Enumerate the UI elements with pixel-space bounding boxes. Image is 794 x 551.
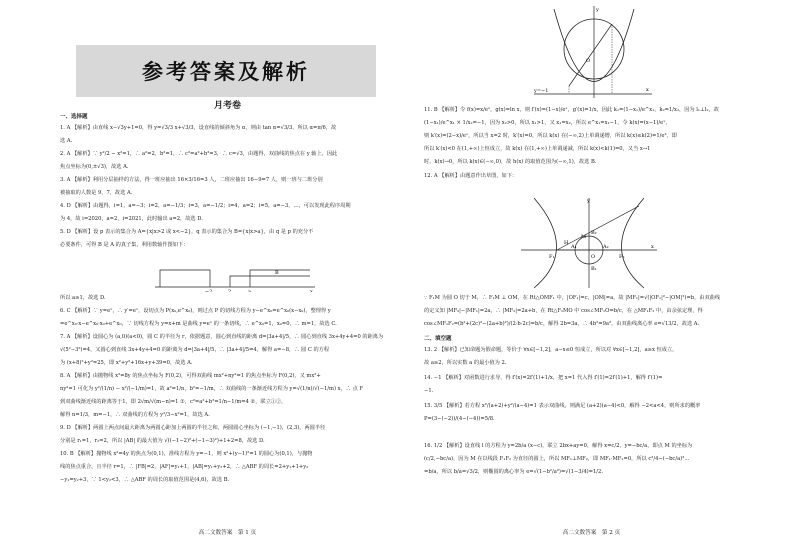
answer-item: 4. D 【解析】由题得，i=1，a=−3；i=2，a=−1/3；i=3，a=−1/2；i=4，a=2；i=5，a=−3，…，可以发现此程序周期 为 4，故 i=2020，a=2，i=2021，此时输出 a=2，故选 D. <box>60 203 351 222</box>
section-heading: 一、选择题 <box>60 114 88 120</box>
answer-item: 1. A 【解析】由直线 x−√3y+1=0，得 y=√3/3 x+√3/3，设直线的倾斜角为 α，则由 tan α=√3/3，所以 α=π/6，故 选 A. <box>60 125 337 144</box>
answer-item: 12. A 【解析】由题意作出草图，如下： <box>424 173 518 179</box>
right-page <box>424 0 759 551</box>
fig12-b2: B₂ <box>591 230 597 236</box>
hyperbola-figure <box>519 196 659 290</box>
tick-a: a <box>248 289 251 292</box>
answer-item: 所以 a≥1，故选 D. <box>60 295 106 301</box>
fig12-a1: A₁ <box>571 244 577 250</box>
answer-item: 5. D 【解析】设 p 表示的集合为 A={x|x>2 或 x<−2}，q 表示的集合为 B={x|x>a}，由 q 是 p 的充分不 必要条件，可得 B 是 A 的真子集，利用数轴作图如下： <box>60 229 314 248</box>
answer-item: 9. D 【解析】两圆上两点间最大距离为两圆心距加上两圆的半径之和，两圆圆心坐标为 (−1,−1)，(2,3)，两圆半径 分别是 r₁=1，r₂=2，所以 |AB| 的最大值为 √((−1−2)²+(−1−3)²)+1+2=8，故选 D. <box>60 425 326 444</box>
answer-item: 14. −1 【解析】对函数进行求导，得 f′(x)=2f′(1)+1/x，把 x=1 代入得 f′(1)=2f′(1)+1，解得 f′(1)= −1. <box>424 375 663 394</box>
fig1-y-label: y <box>596 7 599 13</box>
fig12-a2: A₂ <box>603 244 609 250</box>
fig12-m: M <box>581 234 587 240</box>
fig12-b1: B₁ <box>591 266 597 272</box>
axis-x-label: x <box>310 289 313 292</box>
answer-item: 15. 3/5 【解析】若方程 x²/(a+2)+y²/(a−4)=1 表示双曲线，则满足 (a+2)(a−4)<0，解得 −2<a<4，则所求的概率 P=(3−(−2))/(4−(−4))=5/8. <box>424 403 701 422</box>
answer-item: 10. B 【解析】抛物线 x²=4y 的焦点为(0,1)，准线方程为 y=−1，则 x²+(y−1)²=1 的圆心为(0,1)，与抛物 线的焦点重合，且半径 r=1，∴ |FB|=2，|AF|=y₁+1，|AB|=y₁+y₂+2，∴ △ABF 的周长=2+y₁+1+y₂ −y₁=y₂+3，∵ 1<y₂<3，∴ △ABF 的周长的取值范围是(4,6)，故选 B. <box>60 451 313 483</box>
banner-title: 参考答案及解析 <box>142 60 310 84</box>
fig1-origin: O <box>586 58 591 64</box>
answer-item: 11. B 【解析】令 f(x)=x/eˣ，g(x)=ln x，则 f′(x)=(1−x)/eˣ，g′(x)=1/x，因此 k₁=(1−x₁)/e^x₁，k₂=1/x₂，因为 l₁⊥l₂，故 (1−x₁)/e^x₁ × 1/x₂=−1，因为 x₂>0，所以 x₁>1，又 x₁=x₂，所以 e^x₁=x₁−1，令 k(x)=(x−1)/eˣ， 则 k′(x)=(2−x)/eˣ，所以当 x=2 时，k′(x)=0，所以 k(x) 在(−∞,2)上单调递增，所以 k(x)≤k(2)=1/e²，即 所以 k′(x)<0 在(1,+∞)上恒成立，故 k(x) 在(1,+∞)上单调递减，所以 k(x)<k(1)=0，又当 x→1 时，k(x)→0，所以 k(x)∈(−∞,0)，故 h(x) 的取值范围为(−∞,1)，故选 B. <box>424 107 719 165</box>
page-footer: 高二文数答案 第 2 页 <box>562 530 621 536</box>
left-page <box>60 0 395 551</box>
fig12-o: O <box>591 254 596 260</box>
fig12-f2: F₂ <box>619 254 625 260</box>
tick-2: 2 <box>228 289 232 292</box>
section-heading: 二、填空题 <box>424 336 452 342</box>
exam-title: 月考卷 <box>213 101 241 111</box>
set-b-label: B <box>275 270 279 276</box>
page-footer: 高二文数答案 第 1 页 <box>198 530 257 536</box>
answer-item: ∵ F₁M 为圆 O 切于 M，∴ F₁M ⊥ OM，在 Rt△OMF₁ 中，|OF₁|=c，|OM|=a，故 |MF₁|=√(|OF₁|²−|OM|²)=b，由双曲线 的定义知 |MF₂|−|MF₁|=2a，∴ |MF₂|=2a+b，在 Rt△F₁MO 中 cos∠MF₁O=b/c，在 △MF₁F₂ 中，由余弦定理，得 cos∠MF₁F₂=(b²+(2c)²−(2a+b)²)/(2·b·2c)=b/c，解得 2b=3a，∴ 4b²=9a²，由双曲线离心率 e=√13/2，故选 A. <box>424 295 721 327</box>
answer-item: 6. C 【解析】∵ y=eˣ，∴ y′=eˣ，设切点为 P(x₀,e^x₀)，则过点 P 的切线方程为 y−e^x₀=e^x₀(x−x₀)，整理得 y =e^x₀·x−e^x₀·x₀+e^x₀，∵ 切线方程为 y=x+m 是曲线 y=eˣ 的一条切线，∴ e^x₀=1，x₀=0，∴ m=1，故选 C. <box>60 308 337 327</box>
answer-item: 7. A 【解析】设圆心为 (a,0)(a<0)，圆 C 的半径为 r，依据题意，圆心到直线的距离 d=|3a+4|/5，∴ 圆心到直线 3x+4y+4=0 的距离为 √(5²−3²)=4，又圆心到直线 3x+4y+4=0 的距离为 d=|3a+4|/5，∴ |3a+4|/5=4，解得 a=−8，∴ 圆 C 的方程 为 (x+8)²+y²=25，即 x²+y²+16x+y+39=0，故选 A. <box>60 334 384 366</box>
parabola-circle-figure <box>534 4 654 100</box>
answer-item: 16. 1/2 【解析】设直线 l 的方程为 y=2b/a (x−c)，联立 2bx+ay=0，解得 x=c/2，y=−bc/a，即点 M 的坐标为 (c/2,−bc/a)，因为 M 在以线段 F₁F₂ 为直径的圆上，所以 MF₁⊥MF₂，即 MF₁·MF₂=0，所以 c²/4−(−bc/a)²… =b/a，所以 b/a=√3/2，则椭圆的离心率为 e=√(1−b²/a²)=√(1−3/4)=1/2. <box>424 443 693 475</box>
answer-item: 2. A 【解析】∵ y²/2 − x²=1，∴ a²=2，b²=1，∴ c²=a²+b²=3，∴ c=√3，由题得，双曲线的焦点在 y 轴上，因此 焦点坐标为(0,±√3)，故选 A. <box>60 151 338 170</box>
fig12-y-label: y <box>587 198 590 204</box>
fig12-x-label: x <box>651 244 654 250</box>
title-banner <box>76 45 376 97</box>
fig1-directrix-label: y=−1 <box>534 88 549 94</box>
answer-item: 3. A 【解析】利用分层抽样的方法，得一班应抽出 16×3/16=3 人，二班应抽出 16−9=7 人，则一班与二班分别 被抽取的人数是 9，7，故选 A. <box>60 177 323 196</box>
tick-neg2: −2 <box>205 289 213 292</box>
fig12-f1: F₁ <box>549 254 555 260</box>
answer-item: 13. 2 【解析】已知命题为假命题，等价于 ∀x∈[−1,2]，a−x≤0 恒成立，所以对 ∀x∈[−1,2]，a≥x 恒成立， 故 a≥2，所以实数 a 的最小值为 2. <box>424 347 678 366</box>
answer-item: 8. A 【解析】由抛物线 x²=8y 的焦点坐标为 F(0,2)，可得双曲线 mx²+ny²=1 的焦点坐标为 F(0,2)，又 mx²+ ny²=1 可化为 y²/(1/n) − x²/(−1/m)=1，故 a²=1/n，b²=−1/m，∴ 双曲线的一条渐近线方程为 y=√(1/n)/√(−1/m) x，∴ 点 F 到双曲线渐近线的距离等于1，即 2√m/√(m−n)=1 ①，c²=a²+b²=1/n−1/m=4 ②，联立①②， 解得 n=1/3，m=−1，∴ 双曲线的方程为 y²/3−x²=1，故选 A. <box>60 373 364 418</box>
fig1-x-label: x <box>646 87 649 93</box>
fig12-h: H <box>564 240 569 246</box>
number-line-figure <box>150 262 320 292</box>
